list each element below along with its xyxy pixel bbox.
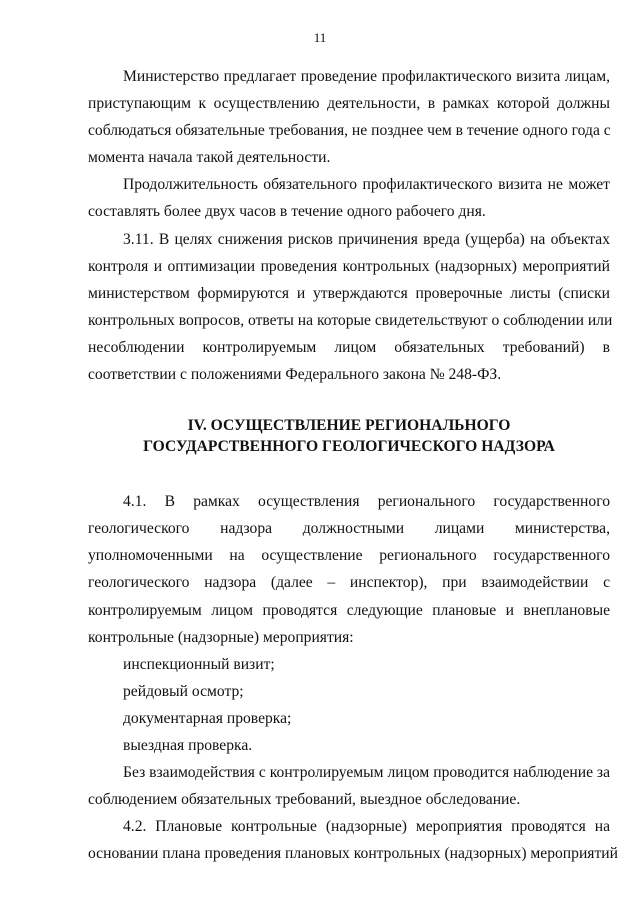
section-heading-line-2: ГОСУДАРСТВЕННОГО ГЕОЛОГИЧЕСКОГО НАДЗОРА — [143, 438, 555, 456]
text-line: момента начала такой деятельности. — [88, 149, 331, 167]
text-line: составлять более двух часов в течение одного рабочего дня. — [88, 203, 486, 221]
text-line: контрольные (надзорные) мероприятия: — [88, 628, 354, 646]
paragraph-3-11-checklists — [88, 226, 613, 389]
page-number: 11 — [313, 30, 327, 45]
section-heading-line-1: IV. ОСУЩЕСТВЛЕНИЕ РЕГИОНАЛЬНОГО — [187, 417, 511, 435]
text-line: соблюдаться обязательные требования, не позднее чем в течение одного года с — [88, 122, 611, 140]
list-item: выездная проверка. — [123, 736, 253, 754]
text-line: контролируемым лицом проводятся следующие плановые и внеплановые — [88, 601, 610, 619]
text-line: геологического надзора (далее – инспектор), при взаимодействии с — [88, 574, 610, 592]
text-line: контрольных вопросов, ответы на которые свидетельствуют о соблюдении или — [88, 311, 613, 329]
list-item: рейдовый осмотр; — [123, 682, 244, 700]
paragraph-preventive-visit-deadline — [88, 63, 610, 171]
text-line: министерством формируются и утверждаются проверочные листы (списки — [88, 284, 610, 302]
text-line: контроля и оптимизации проведения контрольных (надзорных) мероприятий — [88, 257, 610, 275]
measures-list — [88, 651, 610, 759]
text-line: уполномоченными на осуществление регионального государственного — [88, 547, 610, 565]
text-line: 4.1. В рамках осуществления регионального государственного — [123, 493, 610, 511]
paragraph-4-1-control-measures — [88, 488, 610, 651]
paragraph-without-interaction — [88, 759, 610, 813]
text-line: соответствии с положениями Федерального закона № 248-ФЗ. — [88, 366, 502, 384]
paragraph-4-2-planned-measures — [88, 813, 618, 867]
text-line: соблюдением обязательных требований, выездное обследование. — [88, 791, 521, 809]
text-line: приступающим к осуществлению деятельности, в рамках которой должны — [88, 95, 610, 113]
text-line: основании плана проведения плановых контрольных (надзорных) мероприятий — [88, 845, 618, 863]
paragraph-visit-duration — [88, 171, 610, 225]
list-item: инспекционный визит; — [123, 655, 275, 673]
text-line: 3.11. В целях снижения рисков причинения вреда (ущерба) на объектах — [123, 230, 610, 248]
text-line: Без взаимодействия с контролируемым лицом проводится наблюдение за — [123, 764, 610, 782]
text-line: геологического надзора должностными лицами министерства, — [88, 520, 610, 538]
text-line: Министерство предлагает проведение профилактического визита лицам, — [123, 68, 610, 85]
text-line: Продолжительность обязательного профилактического визита не может — [123, 176, 610, 194]
text-line: несоблюдении контролируемым лицом обязательных требований) в — [88, 338, 610, 356]
document-body — [88, 63, 618, 867]
text-line: 4.2. Плановые контрольные (надзорные) мероприятия проводятся на — [123, 818, 610, 836]
list-item: документарная проверка; — [123, 709, 292, 727]
section-heading — [88, 415, 610, 457]
